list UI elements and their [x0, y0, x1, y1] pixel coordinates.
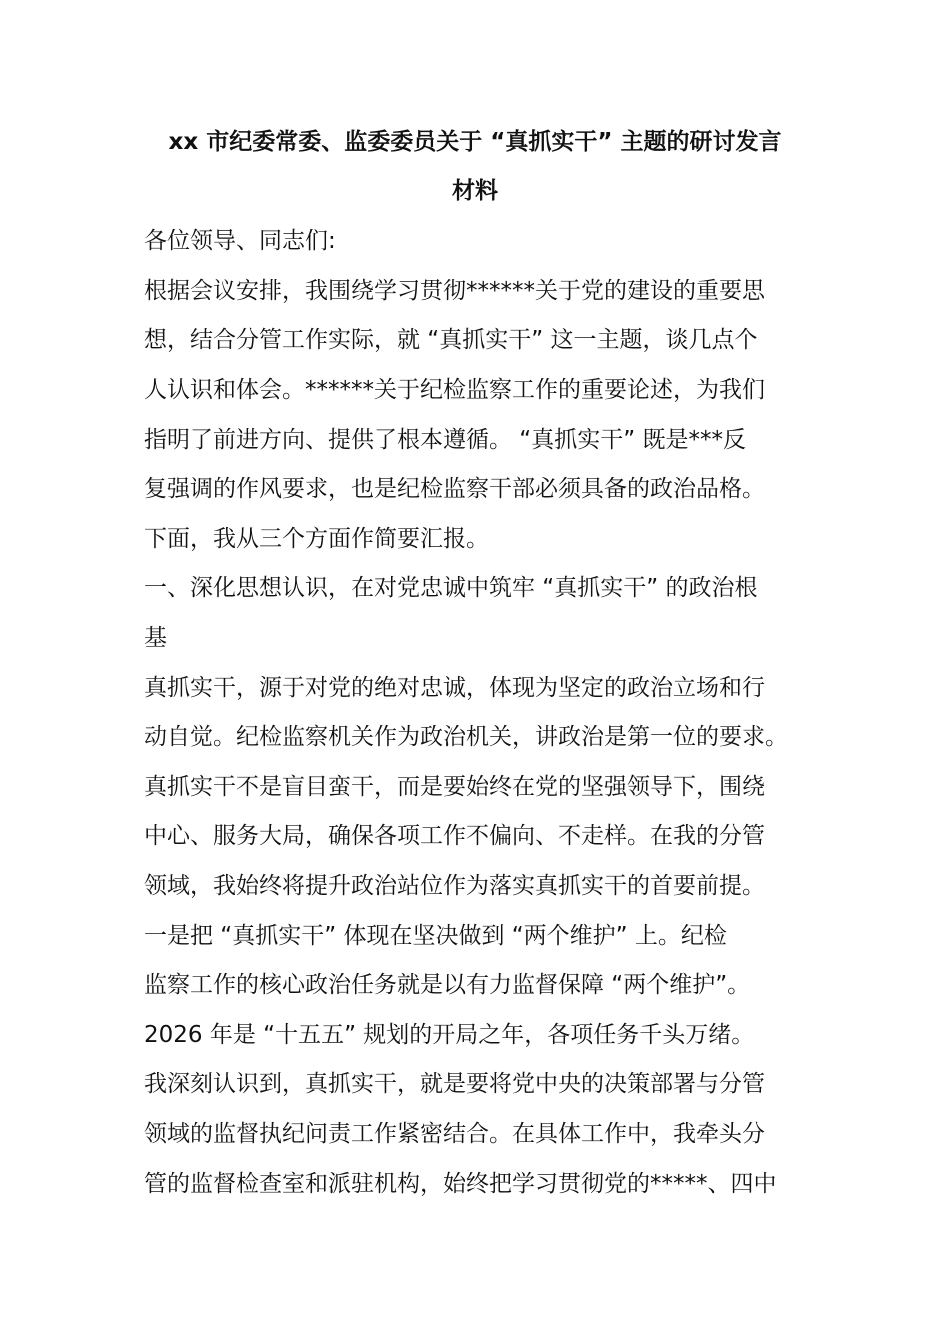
- document-title-line-2: 材料: [452, 178, 498, 204]
- document-title-line-1: xx 市纪委常委、监委委员关于 “真抓实干” 主题的研讨发言: [168, 129, 782, 155]
- body-line: 想，结合分管工作实际，就 “真抓实干” 这一主题，谈几点个: [144, 327, 758, 353]
- body-line: 2026 年是 “十五五” 规划的开局之年，各项任务千头万绪。: [144, 1022, 755, 1048]
- body-line: 复强调的作风要求，也是纪检监察干部必须具备的政治品格。: [144, 476, 765, 502]
- body-line: 指明了前进方向、提供了根本遵循。 “真抓实干” 既是***反: [144, 427, 746, 453]
- body-line: 中心、服务大局，确保各项工作不偏向、不走样。在我的分管: [144, 823, 765, 849]
- body-line: 动自觉。纪检监察机关作为政治机关，讲政治是第一位的要求。: [144, 724, 788, 750]
- section-heading-line: 一、深化思想认识，在对党忠诚中筑牢 “真抓实干” 的政治根: [144, 575, 758, 601]
- body-line: 真抓实干不是盲目蛮干，而是要始终在党的坚强领导下，围绕: [144, 774, 765, 800]
- body-line: 下面，我从三个方面作简要汇报。: [144, 526, 489, 552]
- section-heading-line: 基: [144, 625, 167, 651]
- body-line: 领域，我始终将提升政治站位作为落实真抓实干的首要前提。: [144, 873, 765, 899]
- body-line: 人认识和体会。******关于纪检监察工作的重要论述，为我们: [144, 377, 765, 403]
- body-line: 领域的监督执纪问责工作紧密结合。在具体工作中，我牵头分: [144, 1121, 765, 1147]
- body-line: 真抓实干，源于对党的绝对忠诚，体现为坚定的政治立场和行: [144, 675, 765, 701]
- body-line: 一是把 “真抓实干” 体现在坚决做到 “两个维护” 上。纪检: [144, 923, 727, 949]
- body-line: 监察工作的核心政治任务就是以有力监督保障 “两个维护”。: [144, 972, 751, 998]
- salutation: 各位领导、同志们:: [144, 228, 336, 254]
- body-line: 根据会议安排，我围绕学习贯彻******关于党的建设的重要思: [144, 278, 765, 304]
- body-line: 管的监督检查室和派驻机构，始终把学习贯彻党的*****、四中: [144, 1171, 777, 1197]
- body-line: 我深刻认识到，真抓实干，就是要将党中央的决策部署与分管: [144, 1071, 765, 1097]
